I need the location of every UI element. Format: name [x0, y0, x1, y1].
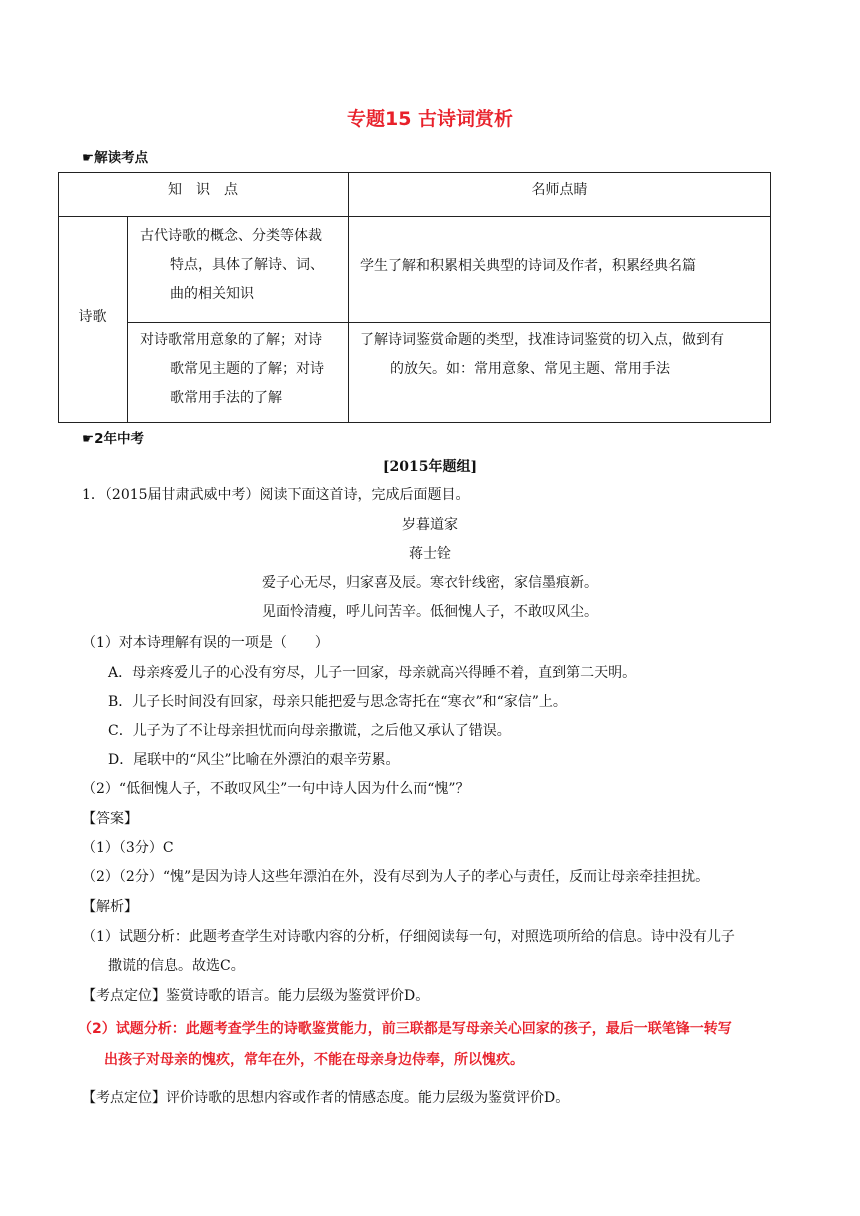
poem-line: 见面怜清瘦，呼儿问苦辛。低徊愧人子，不敢叹风尘。 [262, 604, 598, 620]
answer-2: （2）（2分）“愧”是因为诗人这些年漂泊在外，没有尽到为人子的孝心与责任，反而让母亲牵挂担扰。 [82, 869, 710, 885]
analysis-1-line: 撒谎的信息。故选C。 [108, 958, 245, 974]
option-d: D．尾联中的“风尘”比喻在外漂泊的艰辛劳累。 [108, 752, 400, 768]
cell-line: 特点，具体了解诗、词、 [170, 257, 324, 273]
cell-line: 古代诗歌的概念、分类等体裁 [140, 228, 322, 244]
page-title: 专题15 古诗词赏析 [346, 108, 514, 130]
sub-question-2: （2）“低徊愧人子，不敢叹风尘”一句中诗人因为什么而“愧”？ [82, 781, 470, 797]
poem-title: 岁暮道家 [402, 517, 458, 533]
knowledge-point-1: 【考点定位】鉴赏诗歌的语言。能力层级为鉴赏评价D。 [82, 988, 430, 1004]
group-title: [2015年题组] [382, 459, 478, 475]
option-b: B．儿子长时间没有回家，母亲只能把爱与思念寄托在“寒衣”和“家信”上。 [108, 694, 567, 710]
analysis-1-line: （1）试题分析：此题考查学生对诗歌内容的分析，仔细阅读每一句，对照选项所给的信息。诗中没有儿子 [82, 929, 735, 945]
table-cell-knowledge [140, 326, 324, 413]
table-header-knowledge: 知 识 点 [168, 182, 238, 198]
poem-line: 爱子心无尽，归家喜及辰。寒衣针线密，家信墨痕新。 [262, 575, 598, 591]
table-divider [58, 216, 771, 217]
table-cell-knowledge [140, 222, 324, 309]
poem-author: 蒋士铨 [409, 546, 451, 562]
table-divider [127, 322, 771, 323]
answer-1: （1）（3分）C [82, 840, 174, 856]
analysis-label: 【解析】 [82, 899, 138, 915]
cell-line: 的放矢。如：常用意象、常见主题、常用手法 [390, 361, 670, 377]
section-heading-exams: ☛2年中考 [82, 431, 144, 447]
table-header-tips: 名师点睛 [531, 182, 588, 198]
sub-question-1: （1）对本诗理解有误的一项是（ ） [82, 635, 329, 651]
knowledge-point-2: 【考点定位】评价诗歌的思想内容或作者的情感态度。能力层级为鉴赏评价D。 [82, 1090, 570, 1106]
table-row-group-label: 诗歌 [78, 309, 107, 325]
option-c: C．儿子为了不让母亲担忧而向母亲撒谎，之后他又承认了错误。 [108, 723, 511, 739]
cell-line: 对诗歌常用意象的了解；对诗 [140, 332, 322, 348]
cell-line: 了解诗词鉴赏命题的类型，找准诗词鉴赏的切入点，做到有 [360, 332, 724, 348]
section-heading-exam-points: ☛解读考点 [82, 150, 149, 166]
table-cell-tip [360, 326, 724, 384]
answer-label: 【答案】 [82, 811, 138, 827]
cell-line: 歌常见主题的了解；对诗 [170, 361, 324, 377]
question-intro: 1．（2015届甘肃武威中考）阅读下面这首诗，完成后面题目。 [82, 487, 470, 503]
analysis-2-line: （2）试题分析：此题考查学生的诗歌鉴赏能力，前三联都是写母亲关心回家的孩子，最后一联笔锋一转写 [78, 1021, 732, 1037]
cell-line: 学生了解和积累相关典型的诗词及作者，积累经典名篇 [360, 258, 696, 274]
table-divider [127, 216, 128, 423]
cell-line: 歌常用手法的了解 [170, 390, 282, 406]
cell-line: 曲的相关知识 [170, 286, 254, 302]
table-divider [348, 172, 349, 423]
option-a: A．母亲疼爱儿子的心没有穷尽，儿子一回家，母亲就高兴得睡不着，直到第二天明。 [108, 665, 637, 681]
analysis-2-line: 出孩子对母亲的愧疚，常年在外，不能在母亲身边侍奉，所以愧疚。 [104, 1052, 524, 1068]
table-cell-tip [360, 252, 696, 281]
